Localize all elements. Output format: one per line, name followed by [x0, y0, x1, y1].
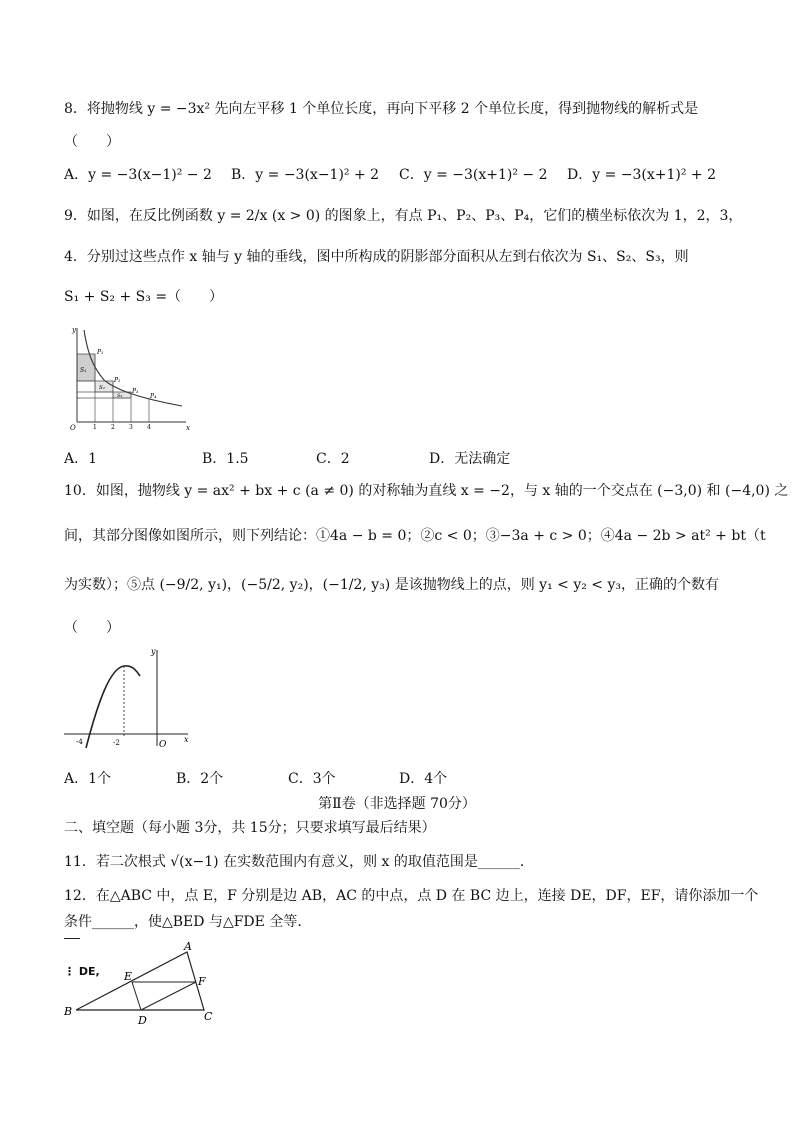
q9-tick-3: 3 [129, 424, 133, 431]
q9-option-d: D．无法确定 [429, 451, 511, 467]
q9-line-1: 9．如图，在反比例函数 y = 2/x (x > 0) 的图象上，有点 P₁、P₂、P₃、P₄，它们的横坐标依次为 1，2，3， [64, 208, 743, 224]
q8-option-b: B．y = −3(x−1)² + 2 [231, 167, 380, 183]
q9-s2-label: S₂ [99, 385, 105, 391]
q10-answer-paren: （ ） [64, 620, 120, 636]
q10-option-a: A．1个 [64, 771, 112, 787]
q10-line-3: 为实数）；⑤点 (−9/2, y₁)，(−5/2, y₂)，(−1/2, y₃) 是该抛物线上的点，则 y₁ < y₂ < y₃，正确的个数有 [64, 577, 719, 593]
q12-line-2: 条件______，使△BED 与△FDE 全等． [64, 914, 312, 930]
q9-tick-4: 4 [147, 424, 151, 431]
q9-option-b: B．1.5 [202, 451, 249, 467]
stray-dash-mark [64, 938, 80, 939]
q9-tick-1: 1 [93, 424, 97, 431]
q9-hyperbola-figure [64, 322, 194, 434]
triangle-abc [76, 952, 204, 1010]
q10-option-c: C．3个 [288, 771, 336, 787]
q8-option-a: A．y = −3(x−1)² − 2 [64, 167, 212, 183]
q8-stem: 8．将抛物线 y = −3x² 先向左平移 1 个单位长度，再向下平移 2 个单位长度，得到抛物线的解析式是 [64, 101, 699, 117]
q8-answer-paren: （ ） [64, 134, 120, 150]
part-2-heading: 二、填空题（每小题 3分，共 15分；只要求填写最后结果） [64, 820, 436, 836]
q9-p4-label: P₄ [150, 393, 157, 400]
q10-option-d: D．4个 [399, 771, 448, 787]
segment-de [132, 982, 141, 1010]
q10-option-b: B．2个 [176, 771, 224, 787]
q9-line-2: 4．分别过这些点作 x 轴与 y 轴的垂线，图中所构成的阴影部分面积从左到右依次为 S₁、S₂、S₃，则 [64, 249, 689, 265]
q10-x-label: x [184, 735, 189, 744]
q9-y-label: y [72, 326, 76, 334]
point-e-label: E [124, 970, 133, 983]
q8-option-c: C．y = −3(x+1)² − 2 [399, 167, 548, 183]
q10-origin-label: O [159, 740, 167, 750]
q9-tick-2: 2 [111, 424, 115, 431]
segment-df [141, 982, 196, 1010]
q10-parabola-figure [64, 646, 194, 754]
point-a-label: A [184, 940, 192, 953]
q12-line-1: 12．在△ABC 中，点 E，F 分别是边 AB，AC 的中点，点 D 在 BC 边上，连接 DE，DF，EF，请你添加一个 [64, 888, 759, 904]
section-2-title: 第Ⅱ卷（非选择题 70分） [318, 796, 476, 812]
q11-text: 11．若二次根式 √(x−1) 在实数范围内有意义，则 x 的取值范围是______． [64, 854, 534, 870]
q9-s3-label: S₃ [117, 393, 123, 399]
q9-p3-label: P₃ [132, 388, 139, 395]
q9-option-a: A．1 [64, 451, 98, 467]
point-f-label: F [198, 975, 206, 988]
q9-p1-label: P₁ [97, 349, 104, 356]
point-b-label: B [64, 1005, 73, 1018]
q10-line-1: 10．如图，抛物线 y = ax² + bx + c (a ≠ 0) 的对称轴为直线 x = −2，与 x 轴的一个交点在 (−3,0) 和 (−4,0) 之 [64, 483, 789, 499]
point-d-label: D [138, 1014, 147, 1027]
q12-stray-note: ⋮ DE, [64, 965, 100, 978]
q10-line-2: 间，其部分图像如图所示，则下列结论：①4a − b = 0；②c < 0；③−3a + c > 0；④4a − 2b > at² + bt（t [64, 528, 766, 544]
q9-line-3: S₁ + S₂ + S₃ =（ ） [64, 289, 224, 305]
point-c-label: C [204, 1010, 213, 1023]
q9-origin-label: O [70, 424, 76, 432]
q12-triangle-figure [64, 940, 224, 1030]
parabola-curve [86, 666, 140, 748]
q9-p2-label: P₂ [114, 377, 121, 384]
q9-s1-label: S₁ [80, 367, 87, 374]
q9-option-c: C．2 [316, 451, 350, 467]
q9-x-label: x [186, 424, 190, 432]
q10-neg2-label: -2 [113, 739, 120, 747]
q10-neg4-label: -4 [76, 738, 83, 746]
q8-option-d: D．y = −3(x+1)² + 2 [567, 167, 717, 183]
q10-y-label: y [151, 647, 156, 656]
